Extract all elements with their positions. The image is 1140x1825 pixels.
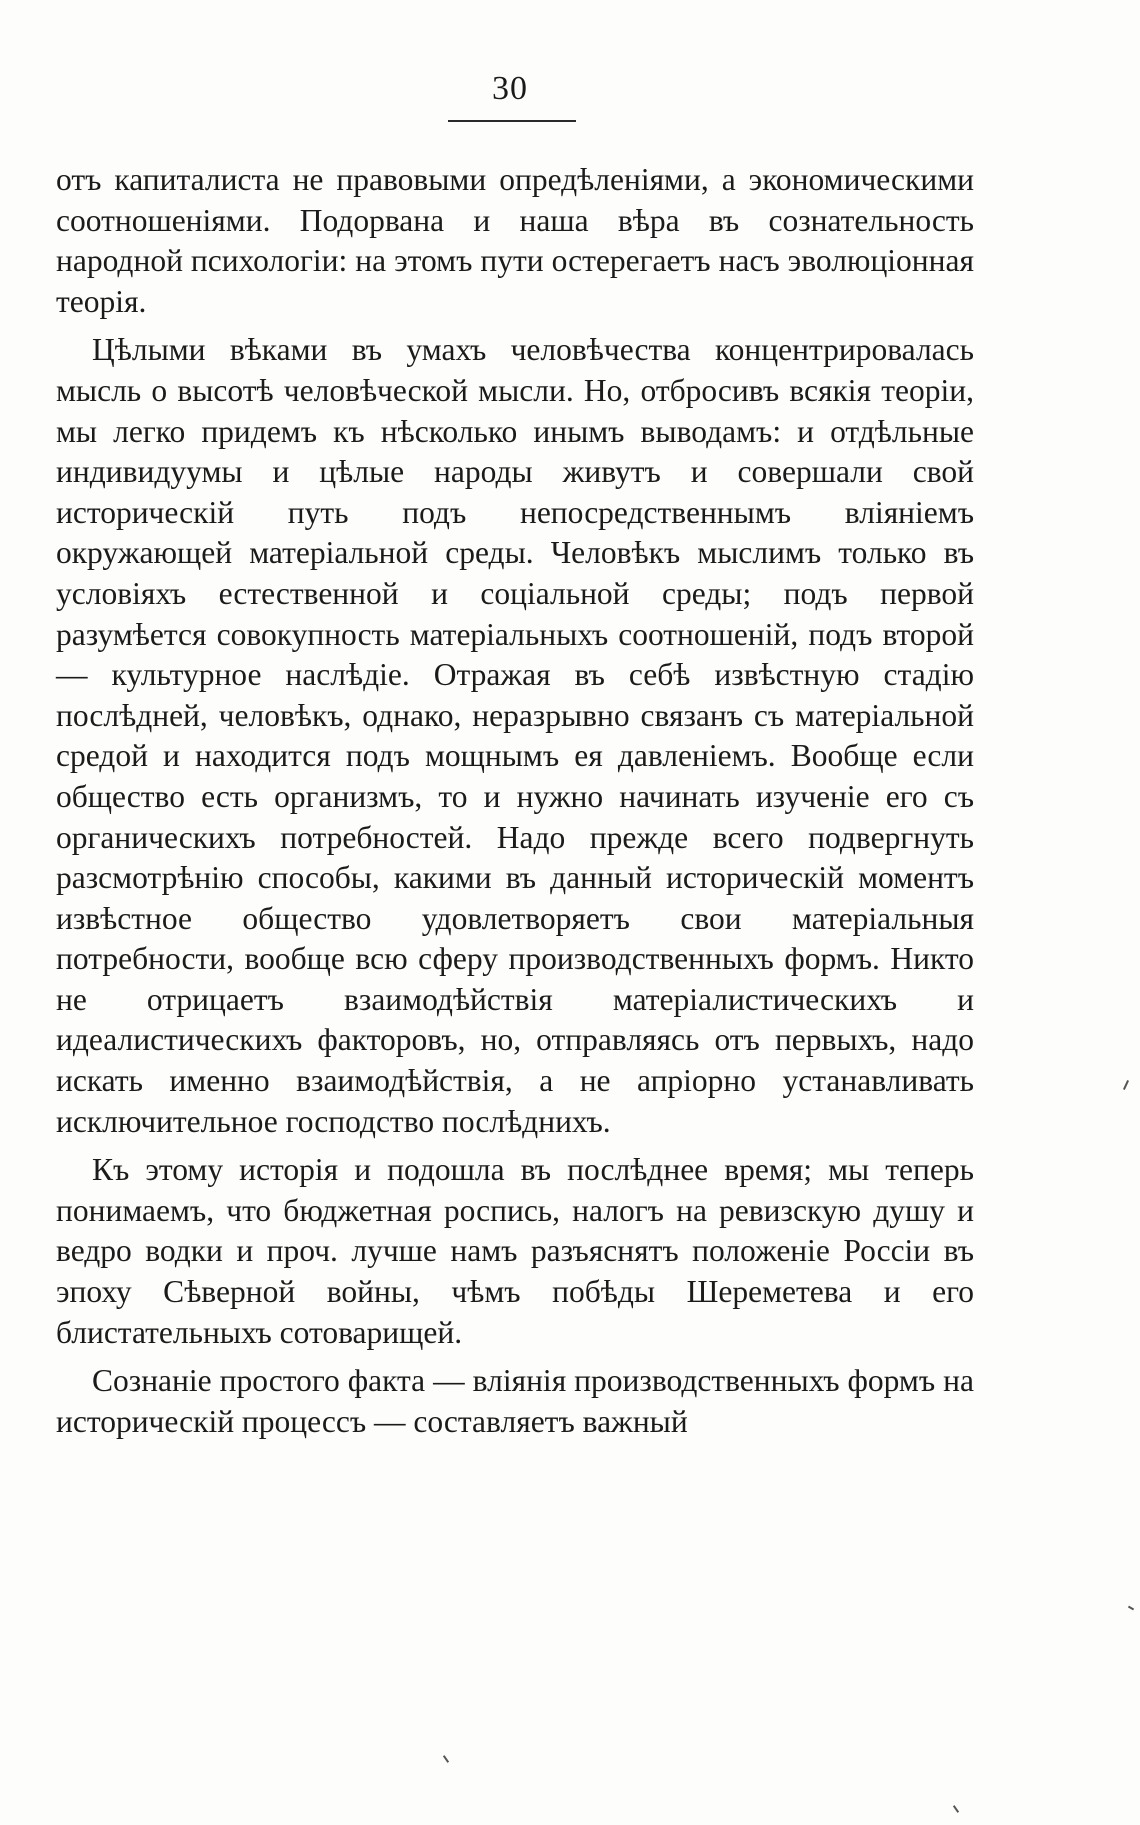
paragraph-3: Къ этому исторія и подошла въ послѣднее время; мы теперь понимаемъ, что бюджетная роспись, налогъ на ревизскую душу и ведро водки и проч. лучше намъ разъяснятъ положеніе Россіи въ эпоху Сѣверной войны, чѣмъ побѣды Шереметева и его блистательныхъ сотоварищей. xyxy=(56,1152,974,1350)
header-rule xyxy=(448,120,576,122)
body-text xyxy=(56,160,974,1450)
paragraph-1: отъ капиталиста не правовыми опредѣленіями, а экономическими соотношеніями. Подорвана и наша вѣра въ сознательность народной психологіи: на этомъ пути остерегаетъ насъ эволюціонная теорія. xyxy=(56,162,974,319)
paragraph-4: Сознаніе простого факта — вліянія производственныхъ формъ на историческій процессъ — составляетъ важный xyxy=(56,1363,974,1439)
scan-speck xyxy=(953,1805,959,1813)
page-number: 30 xyxy=(492,70,528,107)
scan-speck xyxy=(1123,1080,1129,1090)
scan-speck xyxy=(1128,1606,1134,1611)
scan-speck xyxy=(443,1755,449,1763)
paragraph-2: Цѣлыми вѣками въ умахъ человѣчества концентрировалась мысль о высотѣ человѣческой мысли. Но, отбросивъ всякія теоріи, мы легко придемъ къ нѣсколько инымъ выводамъ: и отдѣльные индивидуумы и цѣлые народы живутъ и совершали свой историческій путь подъ непосредственнымъ вліяніемъ окружающей матеріальной среды. Человѣкъ мыслимъ только въ условіяхъ естественной и соціальной среды; подъ первой разумѣется совокупность матеріальныхъ соотношеній, подъ второй — культурное наслѣдіе. Отражая въ себѣ извѣстную стадію послѣдней, человѣкъ, однако, неразрывно связанъ съ матеріальной средой и находится подъ мощнымъ ея давленіемъ. Вообще если общество есть организмъ, то и нужно начинать изученіе его съ органическихъ потребностей. Надо прежде всего подвергнуть разсмотрѣнію способы, какими въ данный историческій моментъ извѣстное общество удовлетворяетъ свои матеріальныя потребности, вообще всю сферу производственныхъ формъ. Никто не отрицаетъ взаимодѣйствія матеріалистическихъ и идеалистическихъ факторовъ, но, отправляясь отъ первыхъ, надо искать именно взаимодѣйствія, а не апріорно устанавливать исключительное господство послѣднихъ. xyxy=(56,332,974,1139)
